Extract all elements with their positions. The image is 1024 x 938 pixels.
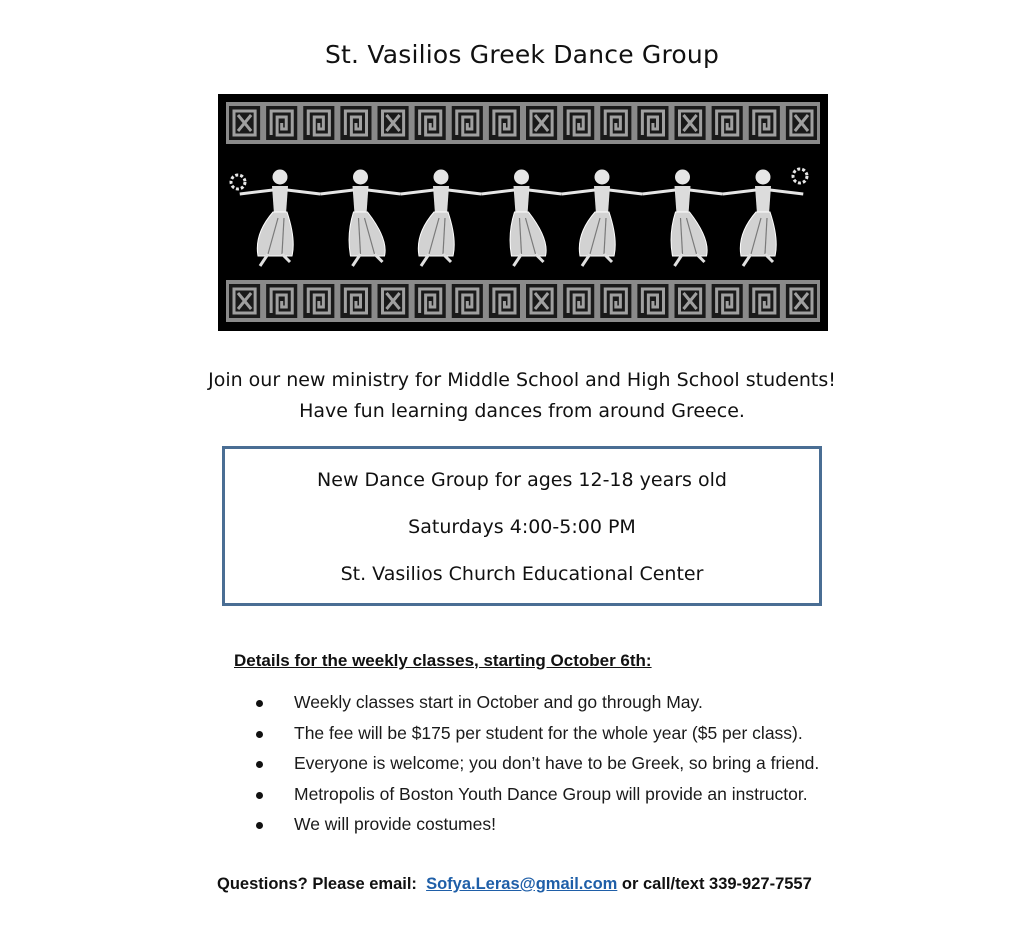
info-ages: New Dance Group for ages 12-18 years old [317,469,727,491]
details-heading: Details for the weekly classes, starting October 6th: [234,651,652,670]
contact-suffix: or call/text 339-927-7557 [617,875,812,893]
list-item-text: Weekly classes start in October and go through May. [294,692,703,712]
list-item-text: Everyone is welcome; you don’t have to be Greek, so bring a friend. [294,753,820,773]
page-title: St. Vasilios Greek Dance Group [324,40,720,69]
list-item [255,814,819,845]
bullet-icon [256,700,263,707]
info-schedule: Saturdays 4:00-5:00 PM [408,516,636,538]
contact-line [217,875,812,894]
details-list [255,692,819,845]
info-location: St. Vasilios Church Educational Center [340,563,704,585]
bullet-icon [256,761,263,768]
meander-border-bottom [226,280,820,322]
info-box [222,446,822,606]
email-link[interactable]: Sofya.Leras@gmail.com [426,875,618,893]
meander-border-top [226,102,820,144]
intro-line-2: Have fun learning dances from around Greece. [299,400,745,422]
list-item-text: We will provide costumes! [294,814,496,834]
list-item-text: The fee will be $175 per student for the whole year ($5 per class). [294,722,803,743]
list-item [255,753,819,784]
contact-prefix: Questions? Please email: [217,875,427,893]
bullet-icon [256,792,263,799]
intro-line-1: Join our new ministry for Middle School and High School students! [208,369,836,391]
list-item [255,784,819,815]
bullet-icon [256,731,263,738]
list-item [255,692,819,723]
bullet-icon [256,822,263,829]
list-item [255,723,819,754]
list-item-text: Metropolis of Boston Youth Dance Group will provide an instructor. [294,783,808,804]
greek-dancers-banner-image [218,94,828,331]
